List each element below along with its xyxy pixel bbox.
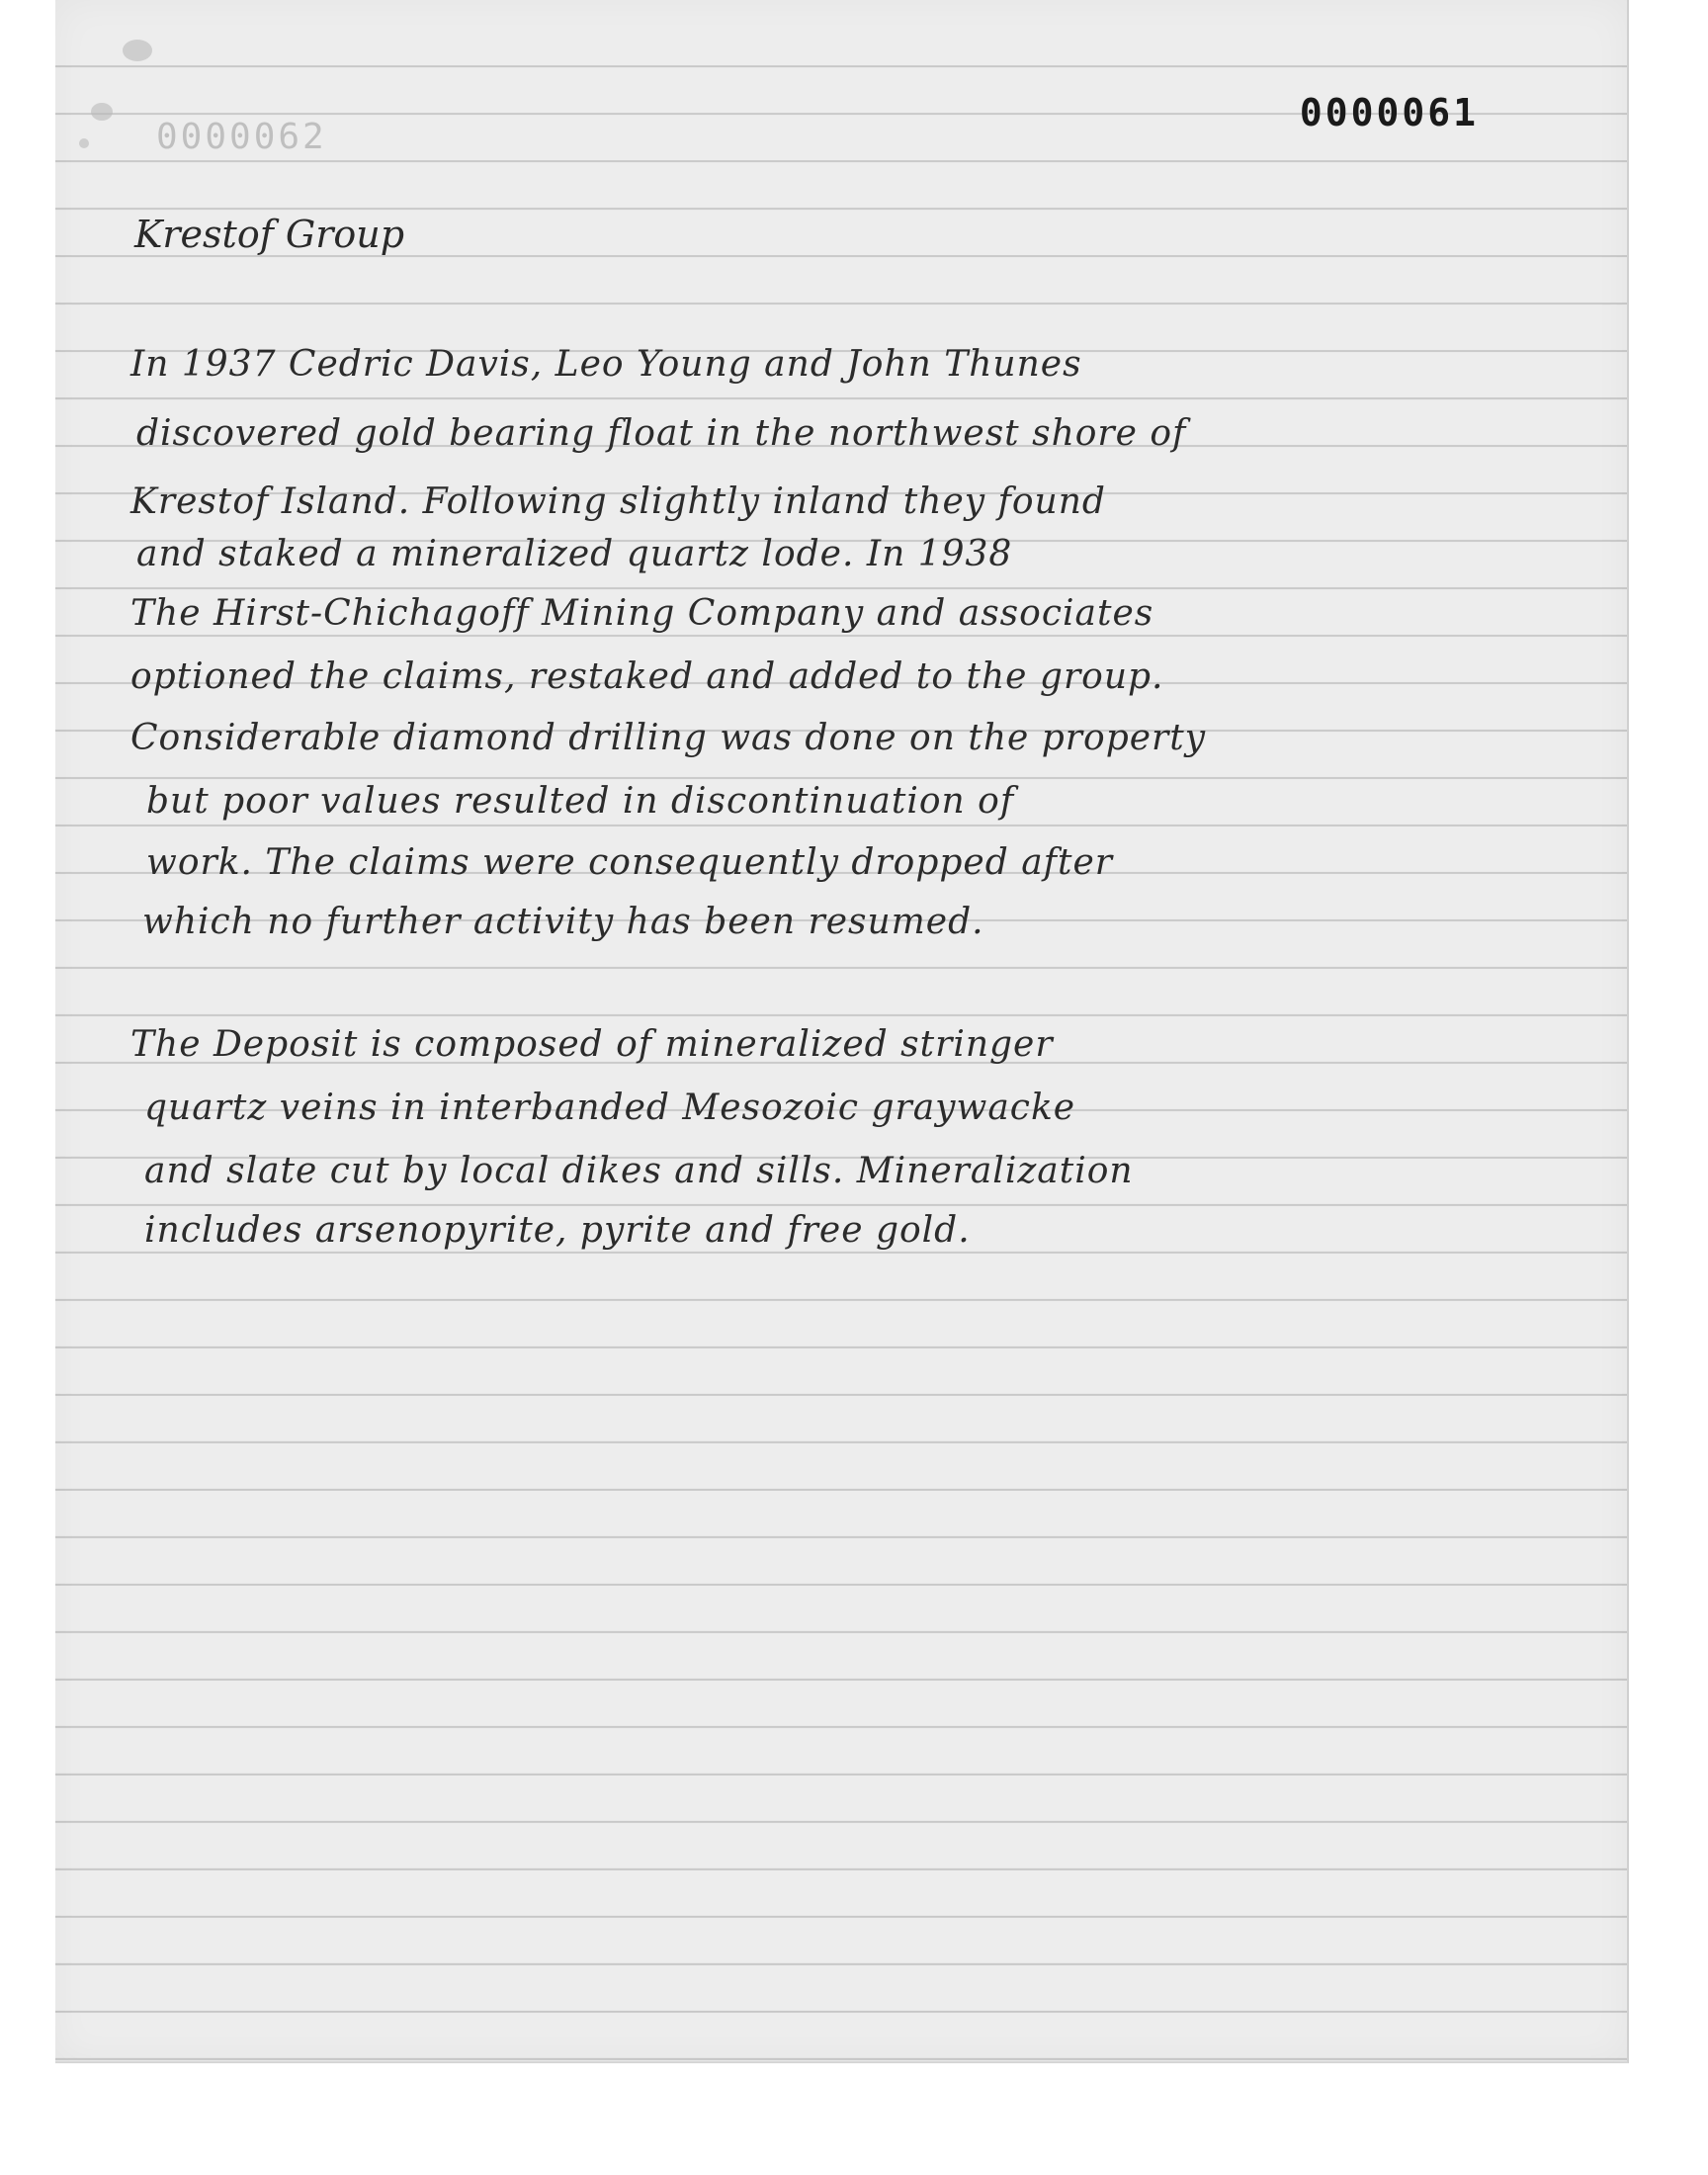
text-line: Krestof Island. Following slightly inland they found [130, 481, 1106, 522]
paper-smudge [123, 40, 152, 61]
text-line: In 1937 Cedric Davis, Leo Young and John Thunes [130, 344, 1082, 385]
text-line: optioned the claims, restaked and added to the group. [130, 656, 1164, 697]
text-line: which no further activity has been resumed. [142, 902, 984, 942]
text-line: but poor values resulted in discontinuation of [146, 781, 1015, 822]
text-line: work. The claims were consequently dropped after [146, 842, 1113, 883]
page-number: 0000061 [1299, 91, 1479, 134]
text-line: and staked a mineralized quartz lode. In 1938 [136, 534, 1013, 574]
text-line: discovered gold bearing float in the northwest shore of [136, 413, 1187, 454]
text-line: The Deposit is composed of mineralized stringer [130, 1024, 1054, 1065]
paper-smudge [79, 138, 89, 148]
paper-smudge [91, 103, 113, 121]
text-line: includes arsenopyrite, pyrite and free gold. [144, 1210, 971, 1251]
text-line: The Hirst-Chichagoff Mining Company and associates [130, 593, 1154, 634]
text-line: and slate cut by local dikes and sills. Mineralization [144, 1151, 1134, 1191]
text-line: quartz veins in interbanded Mesozoic graywacke [144, 1088, 1076, 1128]
document-title: Krestof Group [134, 213, 405, 256]
show-through-page-number: 0000062 [156, 117, 327, 157]
text-line: Considerable diamond drilling was done on the property [130, 718, 1207, 758]
